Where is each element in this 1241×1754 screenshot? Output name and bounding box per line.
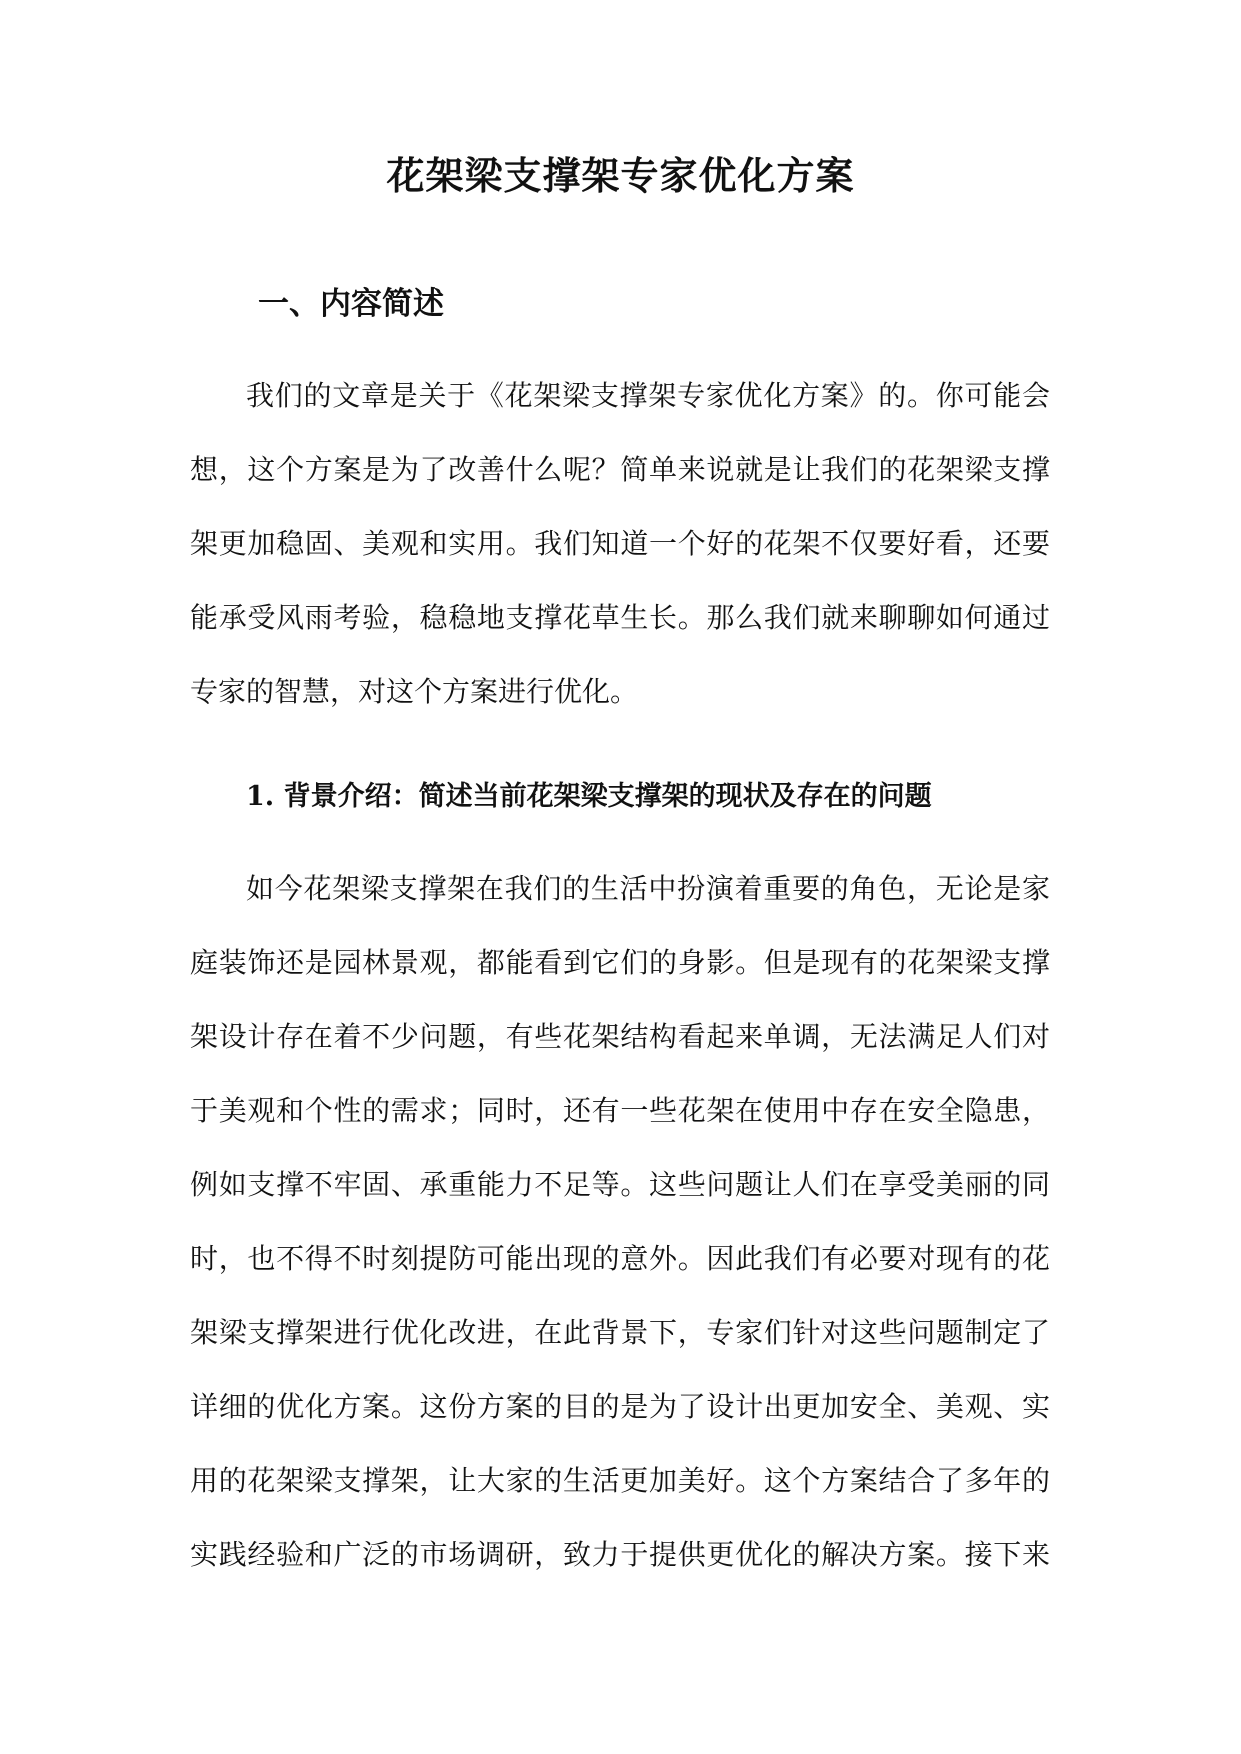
paragraph-line: 架设计存在着不少问题，有些花架结构看起来单调，无法满足人们对 xyxy=(190,1020,1050,1053)
background-paragraph xyxy=(190,852,1050,1592)
paragraph-line: 架梁支撑架进行优化改进，在此背景下，专家们针对这些问题制定了 xyxy=(190,1316,1050,1349)
paragraph-line: 我们的文章是关于《花架梁支撑架专家优化方案》的。你可能会 xyxy=(246,379,1050,412)
paragraph-line: 用的花架梁支撑架，让大家的生活更加美好。这个方案结合了多年的 xyxy=(190,1464,1050,1497)
paragraph-line: 专家的智慧，对这个方案进行优化。 xyxy=(190,675,639,708)
overview-paragraph xyxy=(190,359,1050,729)
subsection-heading-background: 1. 背景介绍：简述当前花架梁支撑架的现状及存在的问题 xyxy=(246,781,932,812)
paragraph-line: 想，这个方案是为了改善什么呢？简单来说就是让我们的花架梁支撑 xyxy=(190,453,1050,486)
paragraph-line: 例如支撑不牢固、承重能力不足等。这些问题让人们在享受美丽的同 xyxy=(190,1168,1050,1201)
paragraph-line: 庭装饰还是园林景观，都能看到它们的身影。但是现有的花架梁支撑 xyxy=(190,946,1050,979)
paragraph-line: 于美观和个性的需求；同时，还有一些花架在使用中存在安全隐患， xyxy=(190,1094,1050,1127)
document-title: 花架梁支撑架专家优化方案 xyxy=(386,153,855,198)
paragraph-line: 实践经验和广泛的市场调研，致力于提供更优化的解决方案。接下来 xyxy=(190,1538,1050,1571)
paragraph-line: 如今花架梁支撑架在我们的生活中扮演着重要的角色，无论是家 xyxy=(246,872,1050,905)
section-heading-overview: 一、内容简述 xyxy=(258,286,444,322)
paragraph-line: 时，也不得不时刻提防可能出现的意外。因此我们有必要对现有的花 xyxy=(190,1242,1050,1275)
paragraph-line: 详细的优化方案。这份方案的目的是为了设计出更加安全、美观、实 xyxy=(190,1390,1050,1423)
paragraph-line: 能承受风雨考验，稳稳地支撑花草生长。那么我们就来聊聊如何通过 xyxy=(190,601,1050,634)
paragraph-line: 架更加稳固、美观和实用。我们知道一个好的花架不仅要好看，还要 xyxy=(190,527,1050,560)
